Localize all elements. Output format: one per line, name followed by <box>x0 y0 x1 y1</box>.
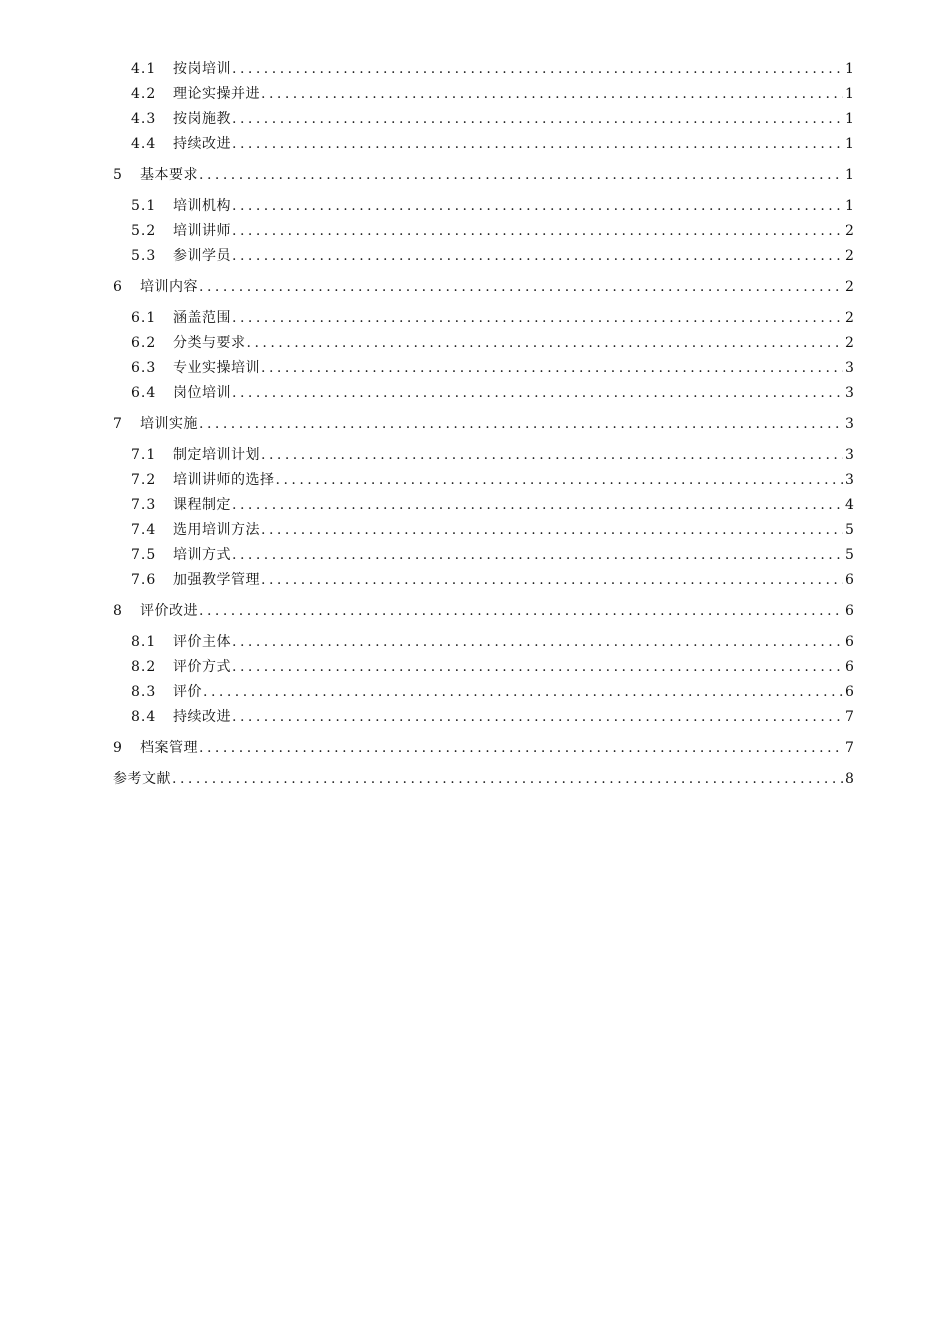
toc-entry-number: 6.3 <box>131 360 157 376</box>
toc-page-number: 6 <box>845 634 854 650</box>
toc-entry-number: 9 <box>113 740 123 756</box>
toc-entry-title: 参考文献 <box>113 771 171 787</box>
toc-section-entry[interactable] <box>113 214 853 239</box>
toc-entry-title: 分类与要求 <box>173 335 246 351</box>
toc-entry-title: 培训实施 <box>140 416 198 432</box>
toc-dot-leader <box>199 279 843 295</box>
toc-dot-leader <box>276 472 844 488</box>
toc-page-number: 3 <box>845 416 854 432</box>
toc-entry-number: 7.3 <box>131 497 157 513</box>
toc-entry-number: 8.1 <box>131 634 157 650</box>
toc-section-entry[interactable] <box>113 488 853 513</box>
toc-page-number: 8 <box>845 771 854 787</box>
toc-chapter-entry[interactable] <box>113 731 853 756</box>
toc-entry-title: 加强教学管理 <box>173 572 260 588</box>
toc-entry-title: 选用培训方法 <box>173 522 260 538</box>
toc-dot-leader <box>199 740 843 756</box>
toc-page-number: 3 <box>845 472 854 488</box>
toc-entry-title: 涵盖范围 <box>173 310 231 326</box>
toc-page-number: 1 <box>845 111 854 127</box>
toc-page-number: 1 <box>845 61 854 77</box>
toc-section-entry[interactable] <box>113 650 853 675</box>
toc-entry-title: 评价方式 <box>173 659 231 675</box>
toc-entry-number: 4.2 <box>131 86 157 102</box>
toc-section-entry[interactable] <box>113 52 853 77</box>
toc-entry-title: 档案管理 <box>140 740 198 756</box>
toc-entry-title: 理论实操并进 <box>173 86 260 102</box>
toc-dot-leader <box>261 522 843 538</box>
toc-page-number: 2 <box>845 223 854 239</box>
toc-section-entry[interactable] <box>113 189 853 214</box>
toc-entry-number: 4.4 <box>131 136 157 152</box>
toc-page-number: 5 <box>845 522 854 538</box>
toc-dot-leader <box>232 111 843 127</box>
toc-section-entry[interactable] <box>113 675 853 700</box>
toc-dot-leader <box>232 547 843 563</box>
toc-page-number: 2 <box>845 279 854 295</box>
toc-section-entry[interactable] <box>113 625 853 650</box>
toc-section-entry[interactable] <box>113 127 853 152</box>
toc-dot-leader <box>203 684 843 700</box>
toc-entry-title: 持续改进 <box>173 709 231 725</box>
toc-section-entry[interactable] <box>113 463 853 488</box>
toc-dot-leader <box>232 136 843 152</box>
toc-chapter-entry[interactable] <box>113 270 853 295</box>
toc-entry-title: 基本要求 <box>140 167 198 183</box>
toc-entry-number: 5.1 <box>131 198 157 214</box>
toc-dot-leader <box>261 360 843 376</box>
toc-dot-leader <box>199 167 843 183</box>
toc-dot-leader <box>261 447 843 463</box>
toc-entry-title: 培训内容 <box>140 279 198 295</box>
toc-entry-number: 7.4 <box>131 522 157 538</box>
toc-section-entry[interactable] <box>113 77 853 102</box>
toc-section-entry[interactable] <box>113 700 853 725</box>
toc-entry-number: 5.2 <box>131 223 157 239</box>
toc-entry-number: 8.2 <box>131 659 157 675</box>
toc-page-number: 3 <box>845 385 854 401</box>
toc-dot-leader <box>232 61 843 77</box>
toc-dot-leader <box>247 335 844 351</box>
toc-entry-title: 制定培训计划 <box>173 447 260 463</box>
toc-dot-leader <box>232 310 843 326</box>
toc-entry-number: 4.1 <box>131 61 157 77</box>
toc-entry-number: 7.2 <box>131 472 157 488</box>
toc-page-number: 1 <box>845 136 854 152</box>
toc-chapter-entry[interactable] <box>113 594 853 619</box>
toc-dot-leader <box>232 385 843 401</box>
toc-chapter-entry[interactable] <box>113 407 853 432</box>
toc-dot-leader <box>232 709 843 725</box>
toc-section-entry[interactable] <box>113 376 853 401</box>
toc-entry-title: 岗位培训 <box>173 385 231 401</box>
toc-entry-number: 6.4 <box>131 385 157 401</box>
toc-section-entry[interactable] <box>113 513 853 538</box>
toc-section-entry[interactable] <box>113 538 853 563</box>
toc-section-entry[interactable] <box>113 351 853 376</box>
toc-dot-leader <box>261 572 843 588</box>
toc-section-entry[interactable] <box>113 326 853 351</box>
toc-dot-leader <box>232 659 843 675</box>
toc-entry-number: 7.6 <box>131 572 157 588</box>
toc-entry-title: 培训机构 <box>173 198 231 214</box>
toc-entry-number: 5.3 <box>131 248 157 264</box>
toc-page-number: 2 <box>845 335 854 351</box>
toc-entry-title: 持续改进 <box>173 136 231 152</box>
toc-page-number: 7 <box>845 740 854 756</box>
toc-section-entry[interactable] <box>113 239 853 264</box>
toc-dot-leader <box>232 497 843 513</box>
toc-section-entry[interactable] <box>113 438 853 463</box>
toc-entry-title: 培训讲师 <box>173 223 231 239</box>
toc-entry-number: 8.4 <box>131 709 157 725</box>
toc-dot-leader <box>232 198 843 214</box>
toc-dot-leader <box>261 86 843 102</box>
toc-dot-leader <box>232 634 843 650</box>
toc-page-number: 2 <box>845 248 854 264</box>
toc-entry-title: 评价改进 <box>140 603 198 619</box>
toc-page-number: 6 <box>845 659 854 675</box>
toc-entry-title: 专业实操培训 <box>173 360 260 376</box>
toc-entry-title: 评价 <box>173 684 202 700</box>
toc-section-entry[interactable] <box>113 563 853 588</box>
toc-entry-number: 4.3 <box>131 111 157 127</box>
toc-page-number: 1 <box>845 167 854 183</box>
toc-section-entry[interactable] <box>113 102 853 127</box>
toc-entry-title: 按岗施教 <box>173 111 231 127</box>
toc-entry-title: 评价主体 <box>173 634 231 650</box>
table-of-contents <box>113 52 853 787</box>
toc-dot-leader <box>199 416 843 432</box>
toc-page-number: 5 <box>845 547 854 563</box>
toc-page-number: 1 <box>845 198 854 214</box>
toc-section-entry[interactable] <box>113 301 853 326</box>
toc-page-number: 6 <box>845 684 854 700</box>
toc-page-number: 7 <box>845 709 854 725</box>
toc-dot-leader <box>232 248 843 264</box>
toc-page-number: 2 <box>845 310 854 326</box>
toc-entry-number: 7 <box>113 416 123 432</box>
toc-chapter-entry[interactable] <box>113 158 853 183</box>
toc-chapter-entry[interactable] <box>113 762 853 787</box>
toc-page-number: 6 <box>845 572 854 588</box>
toc-dot-leader <box>199 603 843 619</box>
toc-entry-title: 培训方式 <box>173 547 231 563</box>
toc-entry-number: 7.1 <box>131 447 157 463</box>
toc-dot-leader <box>232 223 843 239</box>
toc-entry-number: 6 <box>113 279 123 295</box>
toc-entry-number: 5 <box>113 167 123 183</box>
toc-page-number: 3 <box>845 360 854 376</box>
toc-entry-title: 参训学员 <box>173 248 231 264</box>
toc-entry-title: 按岗培训 <box>173 61 231 77</box>
toc-page-number: 1 <box>845 86 854 102</box>
toc-entry-number: 7.5 <box>131 547 157 563</box>
toc-dot-leader <box>172 771 843 787</box>
toc-entry-number: 6.1 <box>131 310 157 326</box>
toc-entry-title: 课程制定 <box>173 497 231 513</box>
toc-entry-title: 培训讲师的选择 <box>173 472 275 488</box>
toc-page-number: 3 <box>845 447 854 463</box>
toc-entry-number: 8.3 <box>131 684 157 700</box>
toc-entry-number: 8 <box>113 603 123 619</box>
toc-entry-number: 6.2 <box>131 335 157 351</box>
toc-page-number: 4 <box>845 497 854 513</box>
toc-page-number: 6 <box>845 603 854 619</box>
